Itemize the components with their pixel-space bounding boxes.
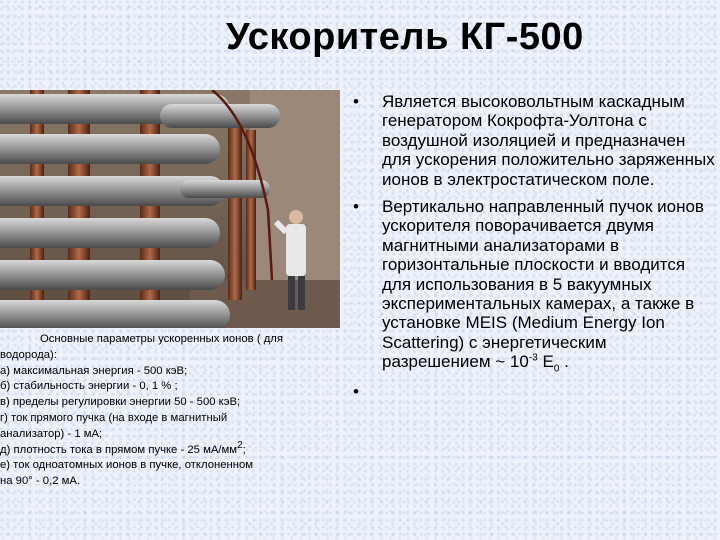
param-item: а) максимальная энергия - 500 кэВ; (0, 364, 188, 377)
bullet-text: Является высоковольтным каскадным генератором Кокрофта-Уолтона с воздушной изоляцией и предназначен для ускорения положительно заряженных ионов в электростатическом поле. (382, 92, 715, 189)
bullet-item (353, 92, 718, 189)
param-item: е) ток одноатомных ионов в пучке, отклоненном (0, 459, 254, 472)
slide-title: Ускоритель КГ-500 (226, 16, 584, 58)
ion-parameters (0, 332, 345, 490)
bullet-dot: • (353, 92, 359, 111)
bullet-item (353, 197, 718, 375)
params-heading-line1: Основные параметры ускоренных ионов ( для (40, 333, 284, 345)
description-bullets (353, 92, 718, 410)
bullet-text: Вертикально направленный пучок ионов ускорителя поворачивается двумя магнитными анализаторами в горизонтальные плоскости и вводится для использования в 5 вакуумных экспериментальных камерах, а также в установке MEIS (Medium Energy Ion Scattering) с энергетическим разрешением ~ $10^{-3}$ $E_0$ . (382, 197, 704, 375)
bullet-item-empty (353, 382, 718, 402)
param-item: б) стабильность энергии - 0, 1 % ; (0, 380, 178, 393)
bullet-dot: • (353, 197, 359, 217)
param-item: г) ток прямого пучка (на входе в магнитный (0, 411, 228, 424)
bullet-dot: • (353, 381, 359, 401)
param-item: в) пределы регулировки энергии 50 - 500 кэВ; (0, 396, 241, 409)
param-item-cont: анализатор) - 1 мА; (0, 427, 103, 440)
param-item: д) плотность тока в прямом пучке - 25 $мА/мм^2$; (0, 439, 246, 456)
param-item-cont: на 90° - 0,2 мА. (0, 475, 81, 488)
params-heading-line2: водорода): (0, 348, 57, 361)
accelerator-photo (0, 90, 340, 328)
